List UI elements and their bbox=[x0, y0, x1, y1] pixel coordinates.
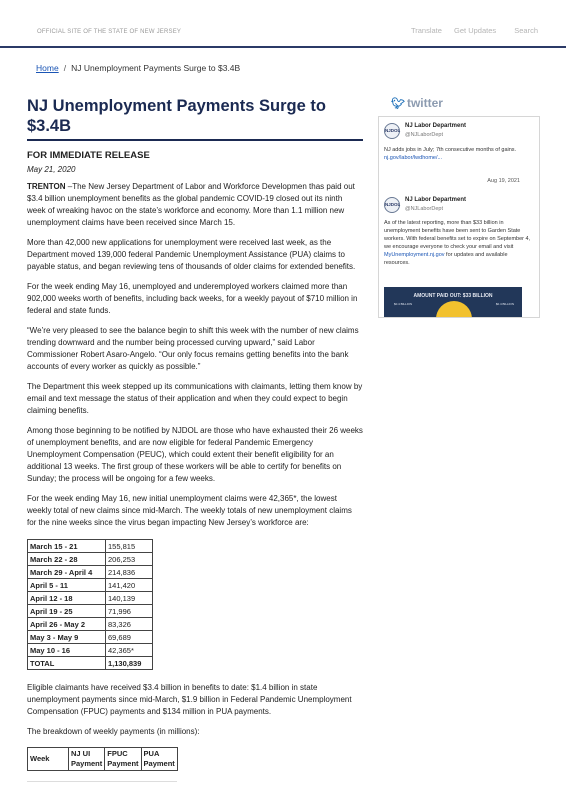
week-cell: March 15 - 21 bbox=[28, 540, 106, 553]
pua-header-line1: PUA bbox=[143, 749, 160, 758]
table-row bbox=[28, 579, 153, 592]
avatar[interactable]: NJDOL bbox=[384, 123, 400, 139]
nj-ui-header-line1: NJ UI bbox=[71, 749, 91, 758]
dateline: TRENTON bbox=[27, 182, 66, 191]
pua-header bbox=[141, 748, 177, 771]
tweet-body: NJ adds jobs in July; 7th consecutive months of gains. bbox=[384, 147, 517, 153]
table-row bbox=[28, 540, 153, 553]
first-paragraph-text: –The New Jersey Department of Labor and Workforce Developmen thas paid out $3.4 billion unemployment benefits as the global pandemic COVID-19 closed out its ninth week of wreaking havoc on the state’s workforce and economy. More than 1.1 million new unemployment claims have been received since March 15. bbox=[27, 182, 355, 227]
tweet-text bbox=[384, 146, 534, 162]
fpuc-header-line1: FPUC bbox=[107, 749, 128, 758]
tweet-link[interactable]: MyUnemployment.nj.gov bbox=[384, 252, 445, 258]
article-paragraph: The breakdown of weekly payments (in millions): bbox=[27, 727, 200, 736]
tweet-text bbox=[384, 219, 534, 267]
claims-cell: 140,139 bbox=[106, 592, 153, 605]
claims-cell: 155,815 bbox=[106, 540, 153, 553]
claims-cell: 71,996 bbox=[106, 605, 153, 618]
article-paragraph: “We’re very pleased to see the balance begin to shift this week with the number of new claims trending downward and the number being processed curving upward,” said Labor Commissioner Robert Asaro-Angelo. “Our only focus remains getting benefits into the bank accounts of every worker as quickly as possible.” bbox=[27, 326, 359, 371]
table-row bbox=[28, 605, 153, 618]
official-site-label: OFFICIAL SITE OF THE STATE OF NEW JERSEY bbox=[37, 29, 182, 35]
table-header-row bbox=[28, 748, 178, 771]
weekly-payments-table bbox=[27, 747, 178, 771]
pua-header-line2: Payment bbox=[143, 759, 175, 768]
article bbox=[27, 96, 363, 771]
tweet-author-name[interactable]: NJ Labor Department bbox=[405, 197, 467, 203]
week-cell: May 10 - 16 bbox=[28, 644, 106, 657]
tweet-author-handle[interactable]: @NJLaborDept bbox=[405, 132, 443, 138]
infographic-left-label: $0.4 BILLION bbox=[394, 302, 413, 306]
infographic-right-label: $0.4 BILLION bbox=[495, 302, 514, 306]
article-paragraph: Among those beginning to be notified by NJDOL are those who have exhausted their 26 weeks of unemployment benefits, and are now eligible for federal Pandemic Emergency Unemployment Compensation (PEUC), which could extent their benefit eligibility for an additional 13 weeks. The first group of these workers will be able to certify for benefits on Sunday; the process will be ongoing for a few weeks. bbox=[27, 426, 363, 483]
table-row bbox=[28, 566, 153, 579]
search-link[interactable]: Search bbox=[514, 26, 538, 35]
week-cell: April 5 - 11 bbox=[28, 579, 106, 592]
claims-cell: 214,836 bbox=[106, 566, 153, 579]
article-paragraph bbox=[27, 181, 363, 229]
nj-ui-header bbox=[69, 748, 105, 771]
week-cell: April 12 - 18 bbox=[28, 592, 106, 605]
tweet-body: As of the latest reporting, more than $33 billion in unemployment benefits have been sent to Garden State workers. With federal benefits set to expire on September 4, we encourage everyone to check your email and visit bbox=[384, 220, 531, 250]
infographic-title: AMOUNT PAID OUT: $33 BILLION bbox=[413, 293, 493, 299]
release-date: May 21, 2020 bbox=[27, 165, 76, 174]
claims-cell: 83,326 bbox=[106, 618, 153, 631]
article-paragraph: More than 42,000 new applications for unemployment were received last week, as the Department moved 139,000 federal Pandemic Unemployment Assistance (PUA) claims to payable status, and began reviewing tens of thousands of older claims for extended benefits. bbox=[27, 238, 356, 271]
twitter-heading-text: twitter bbox=[406, 96, 443, 110]
tweet-infographic-image[interactable] bbox=[384, 287, 522, 318]
tweet-author-name[interactable]: NJ Labor Department bbox=[405, 123, 467, 129]
tweet-body-end: for updates and available resources. bbox=[384, 252, 508, 266]
fpuc-header-line2: Payment bbox=[107, 759, 139, 768]
top-nav bbox=[401, 26, 538, 35]
tweet-link[interactable]: nj.gov/labor/lwdhome/... bbox=[384, 155, 443, 161]
table-row bbox=[28, 553, 153, 566]
breadcrumb-home-link[interactable]: Home bbox=[36, 63, 59, 73]
claims-cell: 42,365* bbox=[106, 644, 153, 657]
week-cell: April 26 - May 2 bbox=[28, 618, 106, 631]
table-row bbox=[28, 644, 153, 657]
week-header: Week bbox=[28, 748, 69, 771]
twitter-bird-icon: 🐦︎ bbox=[391, 98, 405, 110]
table-row bbox=[28, 631, 153, 644]
week-cell: April 19 - 25 bbox=[28, 605, 106, 618]
claims-cell: 69,689 bbox=[106, 631, 153, 644]
table-row bbox=[28, 592, 153, 605]
site-header bbox=[0, 0, 566, 48]
tweet[interactable] bbox=[384, 123, 534, 173]
nj-ui-header-line2: Payment bbox=[71, 759, 103, 768]
article-paragraph: For the week ending May 16, unemployed and underemployed workers claimed more than 902,000 weeks worth of benefits, including back weeks, for a weekly payout of $710 million in federal and state funds. bbox=[27, 282, 358, 315]
breadcrumb-separator: / bbox=[63, 63, 67, 73]
table-row bbox=[28, 618, 153, 631]
divider bbox=[27, 781, 177, 782]
week-cell: March 22 - 28 bbox=[28, 553, 106, 566]
breadcrumb-current: NJ Unemployment Payments Surge to $3.4B bbox=[71, 63, 241, 73]
avatar[interactable]: NJDOL bbox=[384, 197, 400, 213]
tweet-date[interactable]: Aug 19, 2021 bbox=[487, 178, 520, 184]
fpuc-header bbox=[105, 748, 141, 771]
release-label: FOR IMMEDIATE RELEASE bbox=[27, 150, 150, 161]
infographic-pie bbox=[436, 301, 472, 318]
total-value: 1,130,839 bbox=[106, 657, 153, 670]
tweet-author-handle[interactable]: @NJLaborDept bbox=[405, 206, 443, 212]
weekly-claims-table bbox=[27, 539, 153, 670]
translate-link[interactable]: Translate bbox=[410, 26, 442, 35]
total-row bbox=[28, 657, 153, 670]
page-title: NJ Unemployment Payments Surge to $3.4B bbox=[27, 96, 363, 141]
article-paragraph: The Department this week stepped up its communications with claimants, letting them know by email and text message the status of their application and when they could expect to begin claiming benefits. bbox=[27, 382, 363, 415]
breadcrumb bbox=[36, 63, 240, 73]
total-label: TOTAL bbox=[28, 657, 106, 670]
tweet[interactable] bbox=[384, 197, 534, 277]
week-cell: March 29 - April 4 bbox=[28, 566, 106, 579]
article-paragraph: For the week ending May 16, new initial unemployment claims were 42,365*, the lowest weekly total of new claims since mid-March. The weekly totals of new unemployment claims for the nine weeks since the virus began impacting New Jersey’s workforce are: bbox=[27, 494, 352, 527]
article-paragraph: Eligible claimants have received $3.4 billion in benefits to date: $1.4 billion in state unemployment payments since mid-March, $1.9 billion in Federal Pandemic Unemployment Compensation (FPUC) payments and $134 million in PUA payments. bbox=[27, 683, 352, 716]
claims-cell: 206,253 bbox=[106, 553, 153, 566]
twitter-heading[interactable] bbox=[391, 96, 443, 110]
claims-cell: 141,420 bbox=[106, 579, 153, 592]
twitter-feed[interactable] bbox=[378, 116, 540, 318]
week-cell: May 3 - May 9 bbox=[28, 631, 106, 644]
get-updates-link[interactable]: Get Updates bbox=[454, 26, 497, 35]
